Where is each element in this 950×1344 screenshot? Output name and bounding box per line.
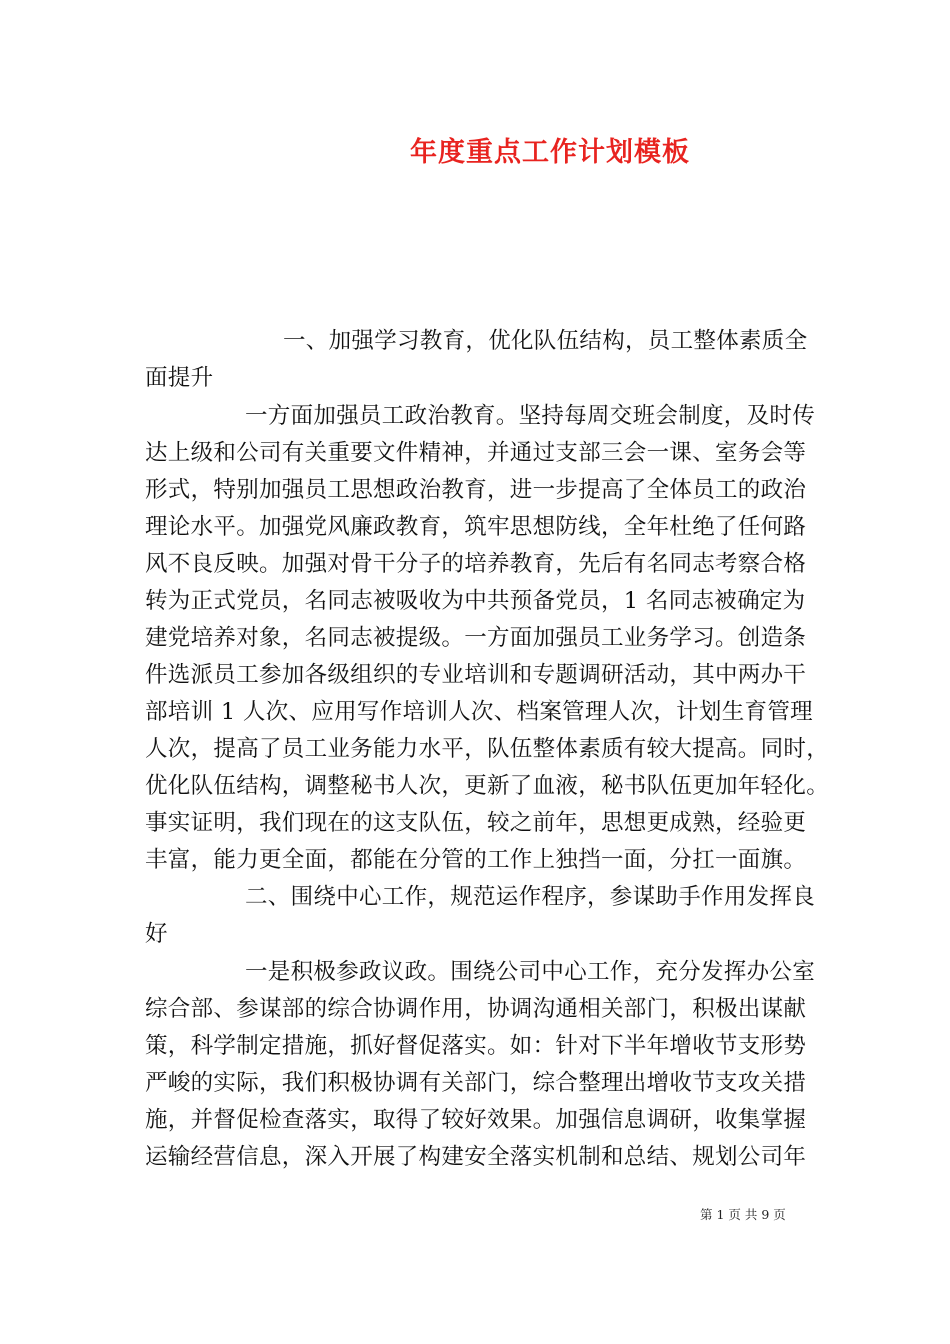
page-number: 第 1 页 共 9 页 (700, 1207, 786, 1222)
paragraph-line: 策，科学制定措施，抓好督促落实。如：针对下半年增收节支形势 (145, 1033, 807, 1059)
paragraph-line: 运输经营信息，深入开展了构建安全落实机制和总结、规划公司年 (145, 1144, 807, 1170)
paragraph-line: 理论水平。加强党风廉政教育，筑牢思想防线，全年杜绝了任何路 (145, 514, 807, 540)
paragraph-line: 综合部、参谋部的综合协调作用，协调沟通相关部门，积极出谋献 (145, 996, 807, 1022)
paragraph-line: 形式，特别加强员工思想政治教育，进一步提高了全体员工的政治 (145, 477, 807, 503)
paragraph-line: 部培训 1 人次、应用写作培训人次、档案管理人次，计划生育管理 (145, 699, 813, 725)
paragraph-line: 风不良反映。加强对骨干分子的培养教育，先后有名同志考察合格 (145, 551, 807, 577)
paragraph-line: 事实证明，我们现在的这支队伍，较之前年，思想更成熟，经验更 (145, 810, 807, 836)
section-heading-2-cont: 好 (145, 921, 168, 947)
paragraph-line: 转为正式党员，名同志被吸收为中共预备党员，1 名同志被确定为 (145, 588, 806, 614)
paragraph-line: 严峻的实际，我们积极协调有关部门，综合整理出增收节支攻关措 (145, 1070, 807, 1096)
section-heading-2: 二、围绕中心工作，规范运作程序，参谋助手作用发挥良 (245, 884, 816, 910)
paragraph-line: 件选派员工参加各级组织的专业培训和专题调研活动，其中两办干 (145, 662, 807, 688)
paragraph-line: 建党培养对象，名同志被提级。一方面加强员工业务学习。创造条 (145, 625, 807, 651)
paragraph-line: 人次，提高了员工业务能力水平，队伍整体素质有较大提高。同时， (145, 736, 830, 762)
section-heading-1-cont: 面提升 (145, 365, 214, 391)
paragraph-line: 达上级和公司有关重要文件精神，并通过支部三会一课、室务会等 (145, 440, 807, 466)
paragraph-line: 丰富，能力更全面，都能在分管的工作上独挡一面，分扛一面旗。 (145, 847, 807, 873)
paragraph-line: 一是积极参政议政。围绕公司中心工作，充分发挥办公室 (245, 959, 816, 985)
paragraph-line: 优化队伍结构，调整秘书人次，更新了血液，秘书队伍更加年轻化。 (145, 773, 830, 799)
paragraph-line: 一方面加强员工政治教育。坚持每周交班会制度，及时传 (245, 403, 816, 429)
section-heading-1: 一、加强学习教育，优化队伍结构，员工整体素质全 (283, 328, 808, 354)
paragraph-line: 施，并督促检查落实，取得了较好效果。加强信息调研，收集掌握 (145, 1107, 807, 1133)
document-title: 年度重点工作计划模板 (410, 137, 690, 168)
